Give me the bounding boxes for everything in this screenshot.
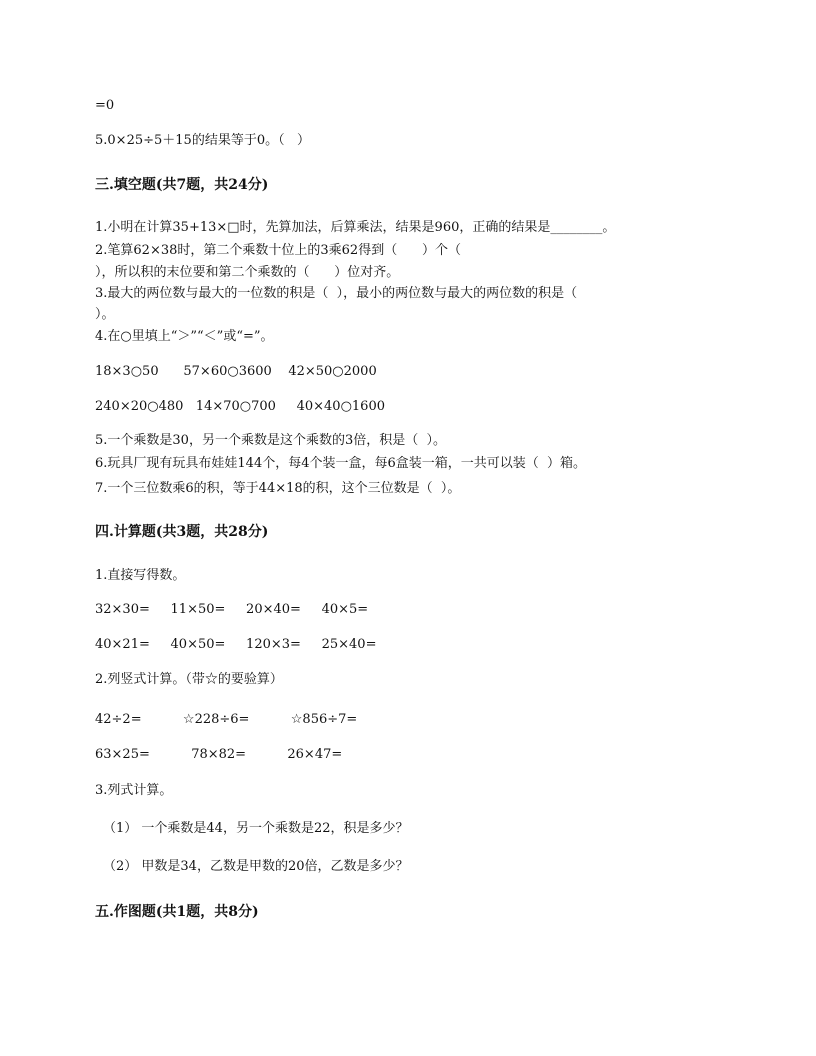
calc-question-1-row-2: 40×21= 40×50= 120×3= 25×40= bbox=[95, 637, 377, 652]
section-4-heading: 四.计算题(共3题，共28分) bbox=[95, 524, 269, 540]
calc-question-2-row-1: 42÷2= ☆228÷6= ☆856÷7= bbox=[95, 712, 358, 727]
calc-question-3-sub-1: （1） 一个乘数是44，另一个乘数是22，积是多少？ bbox=[103, 821, 409, 836]
fill-question-4-row-1: 18×3○50 57×60○3600 42×50○2000 bbox=[95, 364, 377, 379]
calc-question-2: 2.列竖式计算。（带☆的要验算） bbox=[95, 672, 283, 687]
section-5-heading: 五.作图题(共1题，共8分) bbox=[95, 904, 259, 920]
fill-question-4-row-2: 240×20○480 14×70○700 40×40○1600 bbox=[95, 399, 385, 414]
section-3-heading: 三.填空题(共7题，共24分) bbox=[95, 177, 269, 193]
fill-question-2-line-1: 2.笔算62×38时，第二个乘数十位上的3乘62得到（ ）个（ bbox=[95, 243, 461, 258]
calc-question-1-row-1: 32×30= 11×50= 20×40= 40×5= bbox=[95, 602, 369, 617]
calc-question-1: 1.直接写得数。 bbox=[95, 568, 186, 583]
calc-question-2-row-2: 63×25= 78×82= 26×47= bbox=[95, 747, 343, 762]
fill-question-3-line-2: ）。 bbox=[95, 307, 115, 322]
calc-question-3-sub-2: （2） 甲数是34，乙数是甲数的20倍，乙数是多少？ bbox=[103, 859, 409, 874]
fill-question-6: 6.玩具厂现有玩具布娃娃144个，每4个装一盒，每6盒装一箱，一共可以装（ ）箱。 bbox=[95, 456, 587, 471]
calc-question-3: 3.列式计算。 bbox=[95, 783, 173, 798]
fill-question-3-line-1: 3.最大的两位数与最大的一位数的积是（ ），最小的两位数与最大的两位数的积是（ bbox=[95, 286, 578, 301]
answer-fragment: =0 bbox=[95, 98, 115, 113]
fill-question-4: 4.在○里填上“＞”“＜”或“=”。 bbox=[95, 329, 274, 344]
judge-item-5: 5.0×25÷5＋15的结果等于0。（ ） bbox=[95, 133, 310, 148]
fill-question-7: 7.一个三位数乘6的积，等于44×18的积，这个三位数是（ ）。 bbox=[95, 481, 461, 496]
fill-question-1: 1.小明在计算35+13×□时，先算加法，后算乘法，结果是960，正确的结果是________。 bbox=[95, 220, 616, 235]
fill-question-2-line-2: ），所以积的末位要和第二个乘数的（ ）位对齐。 bbox=[95, 265, 400, 280]
fill-question-5: 5.一个乘数是30，另一个乘数是这个乘数的3倍，积是（ ）。 bbox=[95, 433, 446, 448]
